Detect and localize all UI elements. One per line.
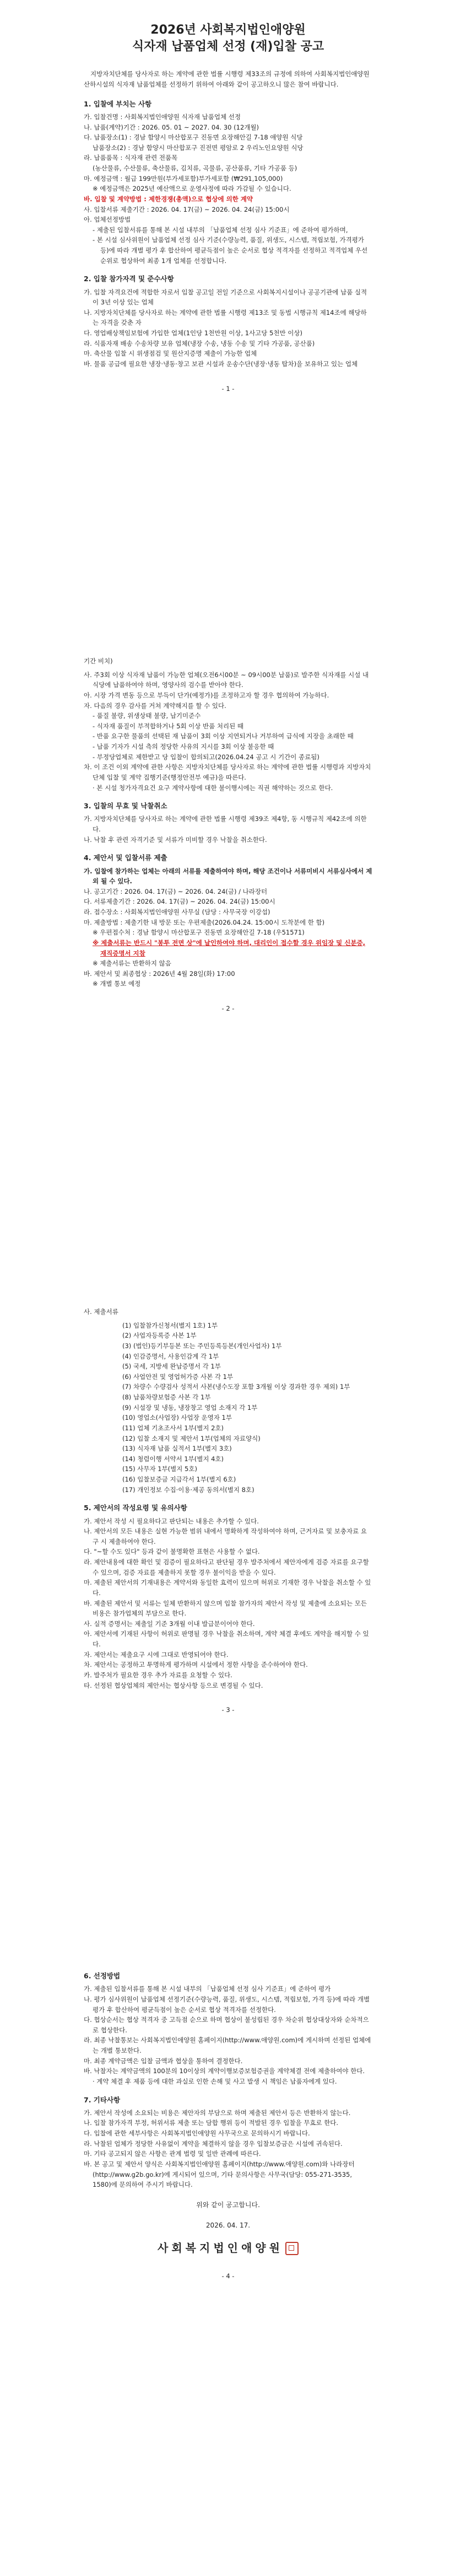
page-number: - 2 - [221,1005,235,1012]
list-item: 다. 서류제출기간 : 2026. 04. 17(금) ~ 2026. 04. 24(금) 15:00시 [84,898,275,906]
list-item: 마. 제출된 제안서의 기재내용은 계약서와 동일한 효력이 있으며 허위로 기재한 경우 낙찰을 취소할 수 있다. [84,1579,371,1597]
list-item: (7) 차량수 수량검사 성적서 사본(냉수도장 포함 3개월 이상 경과한 경우 제외) 1부 [122,1383,350,1391]
list-item: 바. 제안서 및 최종협상 : 2026년 4월 28일(화) 17:00 [84,969,235,978]
list-item: (10) 영업소(사업장) 사업장 운영자 1부 [122,1414,232,1422]
list-item: (17) 개인정보 수집·이용·제공 동의서(별지 8호) [122,1485,254,1494]
list-item: 라. 접수장소 : 사회복지법인애양원 사무실 (담당 : 사무국장 이강섭) [84,908,270,916]
list-item: 라. 식품자재 배송 수송차량 보유 업체(냉장 수송, 냉동 수송 및 기타 가공품, 공산품) [84,339,315,347]
list-item: 나. 평가 심사위원이 납품업체 선정기준(수량능력, 품질, 위생도, 시스템, 적립보험, 가격 등)에 따라 개별 평가 후 합산하여 평균득점이 높은 순서로 협상 적격자를 선정한다. [84,1995,370,2014]
list-item: 나. 납품(계약)기간 : 2026. 05. 01 ~ 2027. 04. 30 (12개월) [84,123,259,131]
organization-name: 사회복지법인애양원 [84,2239,372,2257]
document-page-1 [0,22,455,394]
list-item: 바. 본 공고 및 제안서 양식은 사회복지법인애양원 홈페이지(http://www.애양원.com)와 나라장터(http://www.g2b.go.kr)에 게시되어 있으며, 기타 문의사항은 사무국(담당: 055-271-3535, 1580)에 문의하여 주시기 바랍니다. [84,2160,355,2189]
list-item: (1) 입찰참가신청서(별지 1호) 1부 [122,1321,218,1329]
list-item: 아. 업체선정방법 [84,216,131,224]
list-item: (15) 사무자 1부(별지 5호) [122,1465,197,1473]
official-seal-icon [285,2242,299,2255]
list-item: 마. 최종 계약금액은 입찰 금액과 협상을 통하여 결정한다. [84,2057,243,2065]
list-item: 아. 제안서에 기재된 사항이 허위로 판명될 경우 낙찰을 취소하며, 계약 체결 후에도 계약을 해지할 수 있다. [84,1630,369,1648]
list-item: - 식자재 품질이 부적합하거나 5회 이상 반품 처리된 때 [93,722,243,730]
list-item: 라. 최종 낙찰통보는 사회복지법인애양원 홈페이지(http://www.애양원.com)에 게시하며 선정된 업체에는 개별 통보한다. [84,2036,371,2054]
list-item: 다. 협상순서는 협상 적격자 중 고득점 순으로 하며 협상이 불성립된 경우 차순위 협상대상자와 순차적으로 협상한다. [84,2016,369,2034]
list-item: - 본 시설 심사위원이 납품업체 선정 심사 기준(수량능력, 품질, 위생도, 시스템, 적립보험, 가격평가 등)에 따라 개별 평가 후 합산하여 평균득점이 높은 순서로 협상 적격자를 선정하고 적격업체 우선순위로 협상하여 최종 1개 업체를 선정합니다. [93,236,368,265]
list-item: 납품장소(2) : 경남 함양시 마산합포구 진전면 평암로 2 우리노인요양원 식당 [93,143,304,152]
list-item: (농산물류, 수산물류, 축산물류, 김치류, 곡물류, 공산품류, 기타 가공품 등) [93,164,297,172]
list-item: 나. 입찰 참가자격 부정, 허위서류 제출 또는 담합 행위 등이 적발된 경우 입찰을 무효로 한다. [84,2119,339,2127]
list-item: - 부정당업체로 제한받고 당 입찰이 합의되고(2026.04.24 공고 시 기간이 종료됨) [93,753,319,761]
list-item: 타. 선정된 협상업체의 제안서는 협상사항 등으로 변경될 수 있다. [84,1681,263,1689]
list-item: 가. 지방자치단체를 당사자로 하는 계약에 관한 법률 시행령 제39조 제4항, 동 시행규칙 제42조에 의한다. [84,815,367,833]
page-number: - 3 - [221,1706,235,1714]
list-item: ※ 제출서류는 반환하지 않음 [93,959,171,968]
closing-statement: 위와 같이 공고합니다. [196,2201,260,2209]
list-item: - 품질 불량, 위생상태 불량, 납기미준수 [93,712,201,720]
page-number: - 1 - [221,384,235,393]
list-item: (11) 업체 기초조사서 1부(별지 2호) [122,1424,224,1432]
list-item: 라. 납품품목 : 식자재 관련 전품목 [84,154,178,162]
list-item: 차. 제안서는 공정하고 투명하게 평가하며 시설에서 정한 사항을 준수하여야 한다. [84,1661,308,1669]
list-item: 다. "~할 수도 있다" 등과 같이 불명확한 표현은 사용할 수 없다. [84,1548,260,1556]
section-heading: 7. 기타사항 [84,2095,121,2104]
list-item: 가. 제안서 작성에 소요되는 비용은 제안자의 부담으로 하며 제출된 제안서 등은 반환하지 않는다. [84,2108,351,2117]
list-item: ※ 개별 통보 예정 [93,980,141,988]
list-item: (14) 청렴이행 서약서 1부(별지 4호) [122,1455,224,1463]
continued-text: 기간 비치) [84,657,113,665]
list-item: 다. 납품장소(1) : 경남 함양시 마산합포구 진동면 요장해안길 7-18 애양원 식당 [84,133,303,142]
list-item: 나. 공고기간 : 2026. 04. 17(금) ~ 2026. 04. 24(금) / 나라장터 [84,887,268,895]
list-item: (12) 입찰 소재지 및 제안서 1부(업체의 자료양식) [122,1434,261,1442]
list-item: 나. 제안서의 모든 내용은 실현 가능한 범위 내에서 명확하게 작성하여야 하며, 근거자료 및 보충자료 요구 시 제출하여야 한다. [84,1527,367,1545]
list-item: (3) (법인)등기부등본 또는 주민등록등본(개인사업자) 1부 [122,1341,282,1350]
list-item: 바. 제출된 제안서 및 서류는 일체 반환하지 않으며 입찰 참가자의 제안서 작성 및 제출에 소요되는 모든 비용은 참가업체의 부담으로 한다. [84,1599,367,1618]
list-item: 가. 제출된 입찰서류를 통해 본 시설 내부의 「납품업체 선정 심사 기준표」에 준하여 평가 [84,1985,331,1993]
list-item: 마. 축산물 입찰 시 위생점검 및 원산지증명 제출이 가능한 업체 [84,350,257,358]
list-item: · 계약 체결 후 제품 등에 대한 과실로 인한 손해 및 사고 발생 시 책임은 납품자에게 있다. [93,2077,337,2085]
list-item: (13) 식자재 납품 실적서 1부(별지 3호) [122,1445,232,1453]
list-item: - 제출된 입찰서류를 통해 본 시설 내부의 「납품업체 선정 심사 기준표」에 준하여 평가하며, [93,226,348,234]
list-item: (6) 사업안전 및 영업허가증 사본 각 1부 [122,1372,234,1381]
document-page-2 [0,656,455,1014]
list-item: 마. 제출방법 : 제출기한 내 방문 또는 우편제출(2026.04.24. 15:00시 도착분에 한 함) [84,918,325,926]
list-item: 아. 시장 가격 변동 등으로 부득이 단가(예정가)를 조정하고자 할 경우 협의하여 가능하다. [84,691,329,699]
list-item: 라. 낙찰된 업체가 정당한 사유없이 계약을 체결하지 않을 경우 입찰보증금은 시설에 귀속된다. [84,2139,343,2148]
list-item: ※ 우편접수처 : 경남 함양시 마산합포구 진동면 요장해안길 7-18 (우51571) [93,929,305,937]
list-item: 다. 영업배상책임보험에 가입한 업체(1인당 1천만원 이상, 1사고당 5천만 이상) [84,329,302,337]
list-item: (16) 입찰보증금 지급각서 1부(별지 6호) [122,1475,236,1483]
list-item: 마. 예정금액 : 월급 199만원(부가세포함)부가세포함 (₩291,105,000) [84,174,283,183]
submission-list-heading: 사. 제출서류 [84,1308,118,1316]
list-item: - 납품 기자가 시설 측의 정당한 사유의 지시를 3회 이상 불응한 때 [93,743,274,750]
list-item: 가. 입찰 자격요건에 적합한 자로서 입찰 공고일 전일 기준으로 사회복지시설이나 공공기관에 납품 실적이 3년 이상 있는 업체 [84,288,367,307]
list-item: 사. 주3회 이상 식자재 납품이 가능한 업체(오전6시00분 ~ 09시00분 납품)로 발주한 식자재를 시설 내 식당에 납품하여야 하며, 영양사의 검수를 받아야 한다. [84,670,369,689]
list-item: 사. 입찰서류 제출기간 : 2026. 04. 17(금) ~ 2026. 04. 24(금) 15:00시 [84,205,290,213]
list-item: 바. 낙찰자는 계약금액의 100분의 10이상의 계약이행보증보험증권을 계약체결 전에 제출하여야 한다. [84,2067,365,2075]
list-item: 사. 실적 증명서는 제출일 기준 3개월 이내 발급분이어야 한다. [84,1619,255,1628]
intro-paragraph: 지방자치단체를 당사자로 하는 계약에 관한 법률 시행령 제33조의 규정에 의하여 사회복지법인애양원 산하시설의 식자재 납품업체를 선정하기 위하여 아래와 같이 공고하오니 많은 참여 바랍니다. [84,70,370,88]
list-item: (8) 납품차량보험증 사본 각 1부 [122,1393,211,1401]
section-heading: 6. 선정방법 [84,1972,121,1980]
list-item: - 반품 요구한 물품의 선택된 재 납품이 3회 이상 지연되거나 거부하여 급식에 지장을 초래한 때 [93,732,354,740]
list-item: 마. 기타 공고되지 않은 사항은 관계 법령 및 일반 관례에 따른다. [84,2150,261,2158]
section-heading: 1. 입찰에 부치는 사항 [84,99,152,108]
section-heading: 4. 제안서 및 입찰서류 제출 [84,854,167,862]
section-heading: 5. 제안서의 작성요령 및 유의사항 [84,1504,187,1512]
list-item: (4) 인감증명서, 사용인감계 각 1부 [122,1352,219,1360]
list-item: 라. 제안내용에 대한 확인 및 검증이 필요하다고 판단될 경우 발주처에서 제안자에게 검증 자료를 요구할 수 있으며, 검증 자료를 제출하지 못할 경우 불이익을 받을 수 있다. [84,1558,369,1576]
list-item: 바. 입찰 및 계약방법 : 제한경쟁(총액)으로 협상에 의한 계약 [84,195,253,203]
announcement-date: 2026. 04. 17. [205,2221,251,2230]
document-page-4 [0,1963,455,2282]
list-item: 가. 입찰건명 : 사회복지법인애양원 식자재 납품업체 선정 [84,112,241,121]
list-item: ※ 예정금액은 2025년 예산액으로 운영사정에 따라 가감될 수 있습니다. [93,185,291,193]
list-item: 가. 입찰에 참가하는 업체는 아래의 서류를 제출하여야 하며, 해당 조건이나 서류미비시 서류심사에서 제외 될 수 있다. [84,867,372,886]
list-item: (5) 국세, 지방세 완납증명서 각 1부 [122,1362,221,1371]
list-item: 나. 지방자치단체를 당사자로 하는 계약에 관한 법률 시행령 제13조 및 동법 시행규칙 제14조에 해당하는 자격을 갖춘 자 [84,308,367,327]
list-item: 카. 발주처가 필요한 경우 추가 자료를 요청할 수 있다. [84,1671,232,1679]
list-item: ※ 제출서류는 반드시 "봉투 전면 상"에 날인하여야 하며, 대리인이 접수할 경우 위임장 및 신분증, 재직증명서 지참 [93,938,365,957]
list-item: 가. 제안서 작성 시 필요하다고 판단되는 내용은 추가할 수 있다. [84,1517,259,1525]
list-item: 자. 제안서는 제출요구 시에 그대로 반영되어야 한다. [84,1650,229,1659]
section-heading: 3. 입찰의 무효 및 낙찰취소 [84,802,167,811]
list-item: (9) 시설장 및 냉동, 냉장창고 영업 소재지 각 1부 [122,1403,258,1412]
list-item: 차. 이 조건 이외 계약에 관한 사항은 지방자치단체를 당사자로 하는 계약에 관한 법률 시행령과 지방자치단체 입찰 및 계약 집행기준(행정안전부 예규)을 따른다. [84,763,371,781]
list-item: 다. 입찰에 관한 세부사항은 사회복지법인애양원 사무국으로 문의하시기 바랍니다. [84,2129,310,2137]
list-item: 나. 낙찰 후 관련 자격기준 및 서류가 미비할 경우 낙찰을 취소한다. [84,835,267,844]
document-title: 2026년 사회복지법인애양원 [150,23,306,37]
page-number: - 4 - [221,2272,235,2280]
list-item: 자. 다음의 경우 감사를 거쳐 계약해지를 할 수 있다. [84,701,226,710]
document-page-3 [0,1307,455,1715]
list-item: (2) 사업자등록증 사본 1부 [122,1332,197,1340]
list-item: 바. 물품 공급에 필요한 냉장·냉동·창고 보관 시설과 운송수단(냉장·냉동 탑차)을 보유하고 있는 업체 [84,359,358,368]
section-heading: 2. 입찰 참가자격 및 준수사항 [84,275,174,283]
document-subtitle: 식자재 납품업체 선정 (재)입찰 공고 [132,39,324,53]
list-item: · 본 시설 청가자격요건 요구 계약사항에 대한 불이행시에는 직권 해약하는 것으로 한다. [93,783,333,792]
